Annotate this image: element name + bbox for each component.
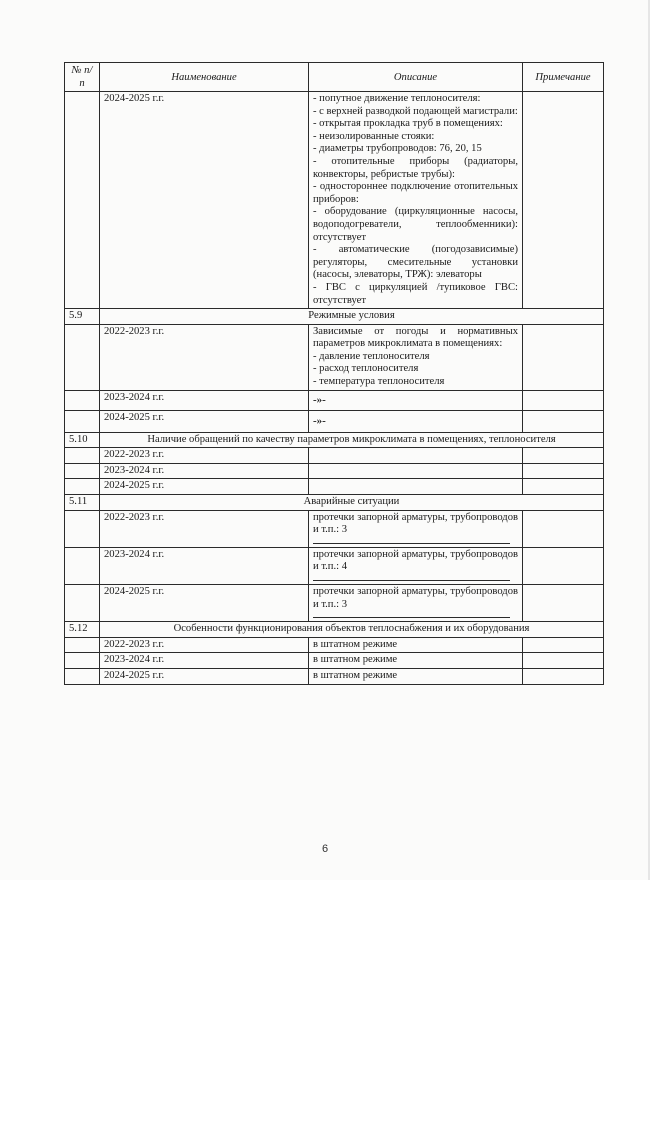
row-name: 2022-2023 г.г. xyxy=(100,324,309,390)
table-header-row xyxy=(65,63,604,92)
row-name: 2022-2023 г.г. xyxy=(100,448,309,464)
header-name: Наименование xyxy=(100,63,309,92)
section-number: 5.12 xyxy=(65,622,100,638)
table-row xyxy=(65,92,604,309)
row-description: Зависимые от погоды и нормативных параметров микроклимата в помещениях: - давление теплоносителя - расход теплоносителя - температура теплоносителя xyxy=(309,324,523,390)
row-description: протечки запорной арматуры, трубопроводов и т.п.: 3 xyxy=(309,510,523,547)
page-number: 6 xyxy=(321,843,329,855)
section-number: 5.11 xyxy=(65,495,100,511)
table-row xyxy=(65,390,604,410)
section-title: Аварийные ситуации xyxy=(100,495,604,511)
table-row xyxy=(65,479,604,495)
section-number: 5.10 xyxy=(65,432,100,448)
row-name: 2023-2024 г.г. xyxy=(100,390,309,410)
row-description: - попутное движение теплоносителя: - с верхней разводкой подающей магистрали: - открытая прокладка труб в помещениях: - неизолированные стояки: - диаметры трубопроводов: 76, 20, 15 - отопительные приборы (радиаторы, конвекторы, ребристые трубы): - одностороннее подключение отопительных приборов: - оборудование (циркуляционные насосы, водоподогреватели, теплообменники): отсутствует - автоматические (погодозависимые) регуляторы, смесительные установки (насосы, элеваторы, ТРЖ): элеваторы - ГВС с циркуляцией /тупиковое ГВС: отсутствует xyxy=(309,92,523,309)
section-row-5-11 xyxy=(65,495,604,511)
row-description: в штатном режиме xyxy=(309,637,523,653)
row-name: 2024-2025 г.г. xyxy=(100,410,309,432)
header-note: Примечание xyxy=(523,63,604,92)
table-row xyxy=(65,463,604,479)
table-row xyxy=(65,637,604,653)
table-row xyxy=(65,410,604,432)
row-name: 2023-2024 г.г. xyxy=(100,653,309,669)
table-row xyxy=(65,510,604,547)
table-row xyxy=(65,585,604,622)
table-row xyxy=(65,324,604,390)
row-name: 2024-2025 г.г. xyxy=(100,585,309,622)
divider xyxy=(313,617,510,618)
section-title: Наличие обращений по качеству параметров микроклимата в помещениях, теплоносителя xyxy=(100,432,604,448)
row-name: 2024-2025 г.г. xyxy=(100,668,309,684)
section-title: Особенности функционирования объектов теплоснабжения и их оборудования xyxy=(100,622,604,638)
row-description: -»- xyxy=(309,410,523,432)
row-description: -»- xyxy=(309,390,523,410)
row-name: 2024-2025 г.г. xyxy=(100,479,309,495)
row-name: 2024-2025 г.г. xyxy=(100,92,309,309)
section-row-5-10 xyxy=(65,432,604,448)
row-description: протечки запорной арматуры, трубопроводов и т.п.: 4 xyxy=(309,547,523,584)
section-row-5-12 xyxy=(65,622,604,638)
divider xyxy=(313,580,510,581)
heat-supply-table xyxy=(64,62,604,685)
row-name: 2022-2023 г.г. xyxy=(100,637,309,653)
table-row xyxy=(65,448,604,464)
section-title: Режимные условия xyxy=(100,309,604,325)
table-row xyxy=(65,668,604,684)
row-description: в штатном режиме xyxy=(309,668,523,684)
section-number: 5.9 xyxy=(65,309,100,325)
header-description: Описание xyxy=(309,63,523,92)
row-description: протечки запорной арматуры, трубопроводов и т.п.: 3 xyxy=(309,585,523,622)
section-row-5-9 xyxy=(65,309,604,325)
row-description: в штатном режиме xyxy=(309,653,523,669)
row-name: 2023-2024 г.г. xyxy=(100,463,309,479)
row-name: 2023-2024 г.г. xyxy=(100,547,309,584)
table-row xyxy=(65,653,604,669)
table-row xyxy=(65,547,604,584)
row-name: 2022-2023 г.г. xyxy=(100,510,309,547)
header-number: № п/п xyxy=(65,63,100,92)
divider xyxy=(313,543,510,544)
